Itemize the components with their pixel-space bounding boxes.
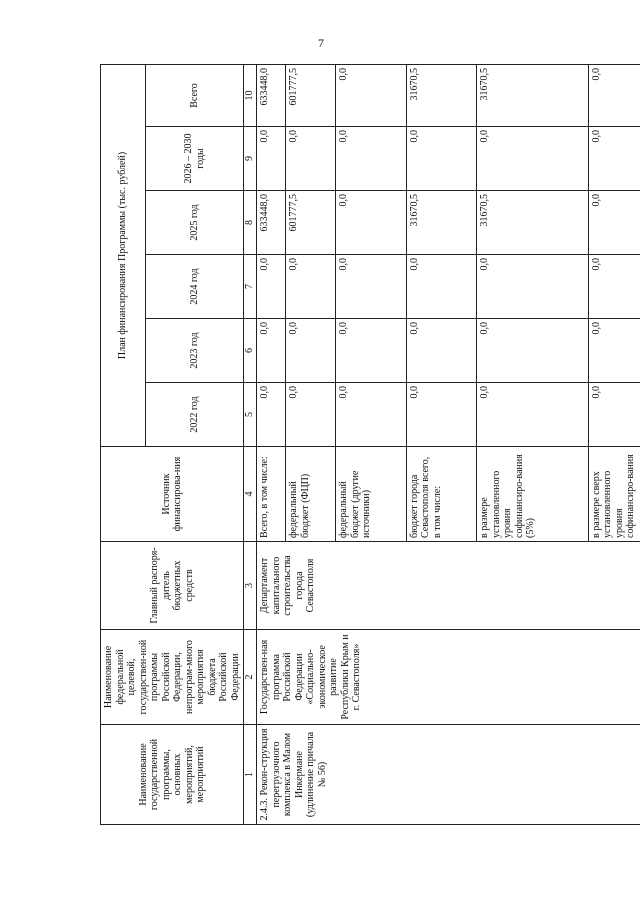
landscape-table-frame xyxy=(100,65,637,825)
value-2023: 0,0 xyxy=(406,319,477,383)
value-2022: 0,0 xyxy=(257,383,286,447)
column-number: 1 xyxy=(244,725,257,825)
header-funding-source: Источник финансирова-ния xyxy=(101,447,244,542)
value-2022: 0,0 xyxy=(406,383,477,447)
page-number: 7 xyxy=(318,36,324,50)
header-year-2022: 2022 год xyxy=(146,383,244,447)
header-total: Всего xyxy=(146,64,244,126)
value-2026-2030: 0,0 xyxy=(477,127,589,191)
value-2026-2030: 0,0 xyxy=(257,127,286,191)
value-total: 601777,5 xyxy=(286,64,336,126)
value-2023: 0,0 xyxy=(286,319,336,383)
value-2022: 0,0 xyxy=(336,383,407,447)
header-federal-program: Наименование федеральной целевой, государствен-ной программы Российской Федерации, непрограм-много мероприятия бюджета Российской Федерации xyxy=(101,630,244,725)
source-cell: федеральный бюджет (ФЦП) xyxy=(286,447,336,542)
source-cell: в размере сверх установленного уровня софинансиро-вания xyxy=(588,447,640,542)
column-number: 8 xyxy=(244,191,257,255)
value-2026-2030: 0,0 xyxy=(286,127,336,191)
event-program: Государствен-ная программа Российской Федерации «Социально-экономическое развитие Республики Крым и г. Севастополя» xyxy=(257,630,640,725)
column-numbering-row xyxy=(244,64,257,824)
value-2025: 31670,5 xyxy=(406,191,477,255)
value-2026-2030: 0,0 xyxy=(406,127,477,191)
header-row-1 xyxy=(101,64,146,824)
header-financing-plan: План финансирования Программы (тыс. рублей) xyxy=(101,64,146,446)
value-2024: 0,0 xyxy=(588,255,640,319)
header-program-name: Наименование государственной программы, основных мероприятий, мероприятий xyxy=(101,725,244,825)
value-2026-2030: 0,0 xyxy=(336,127,407,191)
column-number: 9 xyxy=(244,127,257,191)
value-2025: 31670,5 xyxy=(477,191,589,255)
rotated-table-container xyxy=(100,65,640,825)
header-years-2026-2030: 2026 – 2030 годы xyxy=(146,127,244,191)
value-2023: 0,0 xyxy=(477,319,589,383)
table-row xyxy=(257,64,286,824)
value-2022: 0,0 xyxy=(477,383,589,447)
source-cell: бюджет города Севастополя всего, в том числе: xyxy=(406,447,477,542)
column-number: 4 xyxy=(244,447,257,542)
value-2024: 0,0 xyxy=(336,255,407,319)
value-2025: 601777,5 xyxy=(286,191,336,255)
source-cell: Всего, в том числе: xyxy=(257,447,286,542)
value-2023: 0,0 xyxy=(257,319,286,383)
column-number: 3 xyxy=(244,542,257,630)
value-total: 31670,5 xyxy=(477,64,589,126)
column-number: 7 xyxy=(244,255,257,319)
value-2023: 0,0 xyxy=(588,319,640,383)
value-2024: 0,0 xyxy=(406,255,477,319)
value-2024: 0,0 xyxy=(257,255,286,319)
value-2025: 0,0 xyxy=(588,191,640,255)
financing-table xyxy=(100,64,640,825)
event-manager: Департамент капитального строительства города Севастополя xyxy=(257,542,640,630)
event-name: 2.4.3. Рекон-струкция перегрузочного комплекса в Малом Инкермане (удлинение причала № 56) xyxy=(257,725,640,825)
value-total: 633448,0 xyxy=(257,64,286,126)
value-2025: 0,0 xyxy=(336,191,407,255)
value-total: 0,0 xyxy=(588,64,640,126)
column-number: 5 xyxy=(244,383,257,447)
value-2023: 0,0 xyxy=(336,319,407,383)
source-cell: в размере установленного уровня софинансиро-вания (5%) xyxy=(477,447,589,542)
source-cell: федеральный бюджет (другие источники) xyxy=(336,447,407,542)
value-total: 31670,5 xyxy=(406,64,477,126)
value-2024: 0,0 xyxy=(286,255,336,319)
value-total: 0,0 xyxy=(336,64,407,126)
header-budget-manager: Главный распоря-дитель бюджетных средств xyxy=(101,542,244,630)
value-2022: 0,0 xyxy=(588,383,640,447)
value-2025: 633448,0 xyxy=(257,191,286,255)
header-year-2025: 2025 год xyxy=(146,191,244,255)
column-number: 6 xyxy=(244,319,257,383)
header-year-2024: 2024 год xyxy=(146,255,244,319)
column-number: 2 xyxy=(244,630,257,725)
value-2026-2030: 0,0 xyxy=(588,127,640,191)
value-2022: 0,0 xyxy=(286,383,336,447)
header-year-2023: 2023 год xyxy=(146,319,244,383)
value-2024: 0,0 xyxy=(477,255,589,319)
column-number: 10 xyxy=(244,64,257,126)
